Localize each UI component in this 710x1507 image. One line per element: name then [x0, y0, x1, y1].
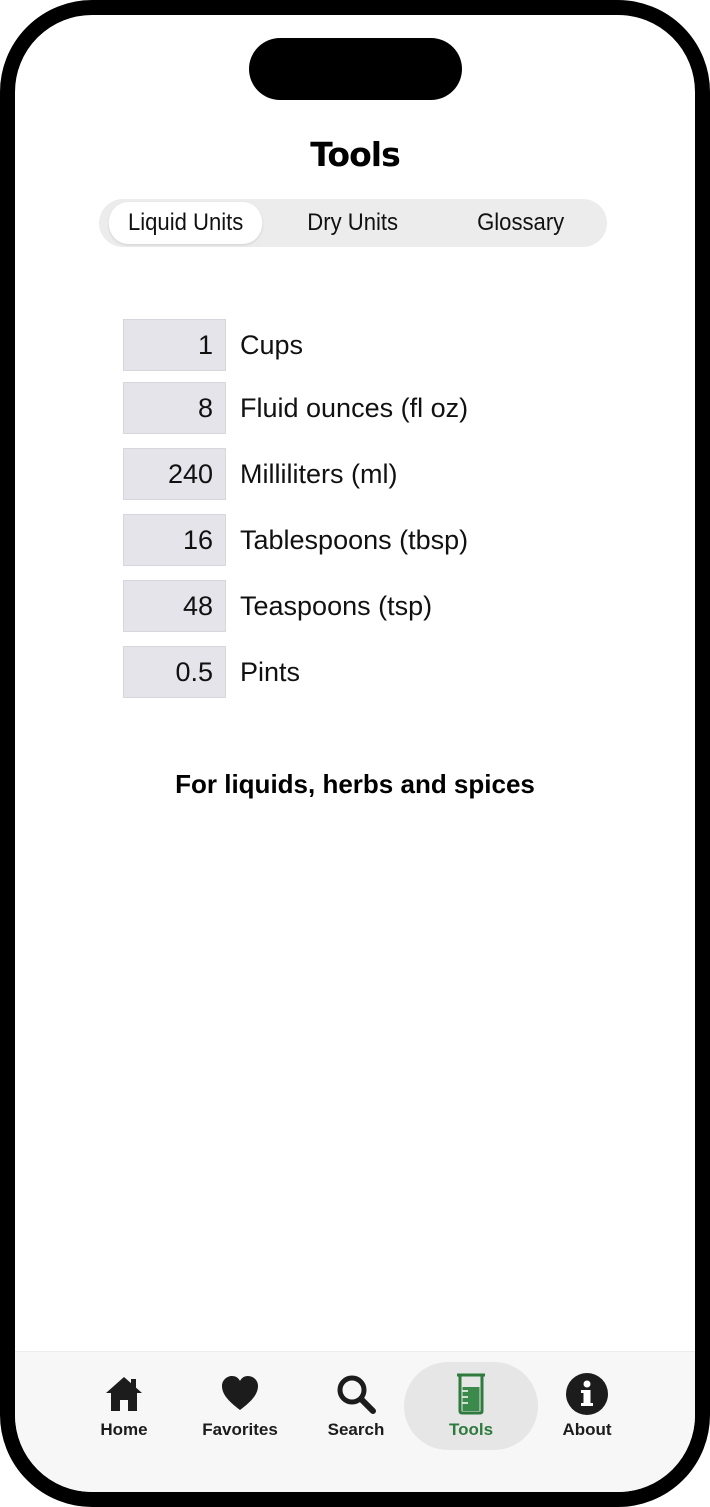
heart-icon	[218, 1372, 262, 1416]
tab-favorites[interactable]	[180, 1362, 300, 1450]
cups-value-input[interactable]: 1	[123, 319, 226, 371]
tab-search-label: Search	[327, 1420, 385, 1439]
teaspoons-unit-label: Teaspoons (tsp)	[240, 590, 433, 621]
conversion-row-fluid-ounces	[123, 382, 583, 434]
fluid-ounces-value-input[interactable]: 8	[123, 382, 226, 434]
segment-glossary[interactable]: Glossary	[476, 209, 564, 236]
teaspoons-value-input[interactable]: 48	[123, 580, 226, 632]
conversion-row-pints	[123, 646, 583, 698]
tab-home[interactable]	[64, 1362, 184, 1450]
tablespoons-unit-label: Tablespoons (tbsp)	[240, 524, 469, 555]
tab-search[interactable]	[296, 1362, 416, 1450]
tab-tools[interactable]	[404, 1362, 538, 1450]
usage-note: For liquids, herbs and spices	[175, 769, 535, 799]
tablespoons-value-input[interactable]: 16	[123, 514, 226, 566]
conversion-row-teaspoons	[123, 580, 583, 632]
tab-about-label: About	[562, 1420, 612, 1439]
conversion-row-cups	[123, 319, 583, 371]
tab-favorites-label: Favorites	[202, 1420, 278, 1439]
info-icon	[565, 1372, 609, 1416]
pints-value-input[interactable]: 0.5	[123, 646, 226, 698]
tab-home-label: Home	[100, 1420, 148, 1439]
tab-about[interactable]	[527, 1362, 647, 1450]
segment-liquid-units[interactable]: Liquid Units	[109, 202, 263, 244]
dynamic-island	[249, 38, 462, 100]
pints-unit-label: Pints	[240, 656, 301, 687]
cups-unit-label: Cups	[240, 329, 304, 360]
tab-tools-label: Tools	[448, 1420, 494, 1439]
unit-segmented-control	[99, 199, 607, 247]
milliliters-unit-label: Milliliters (ml)	[240, 458, 398, 489]
conversion-row-milliliters	[123, 448, 583, 500]
magnifier-icon	[334, 1372, 378, 1416]
beaker-icon	[449, 1372, 493, 1416]
tab-bar	[15, 1351, 695, 1507]
house-icon	[102, 1372, 146, 1416]
fluid-ounces-unit-label: Fluid ounces (fl oz)	[240, 392, 469, 423]
page-title: Tools	[310, 135, 400, 174]
milliliters-value-input[interactable]: 240	[123, 448, 226, 500]
conversion-row-tablespoons	[123, 514, 583, 566]
segment-dry-units[interactable]: Dry Units	[307, 209, 399, 236]
